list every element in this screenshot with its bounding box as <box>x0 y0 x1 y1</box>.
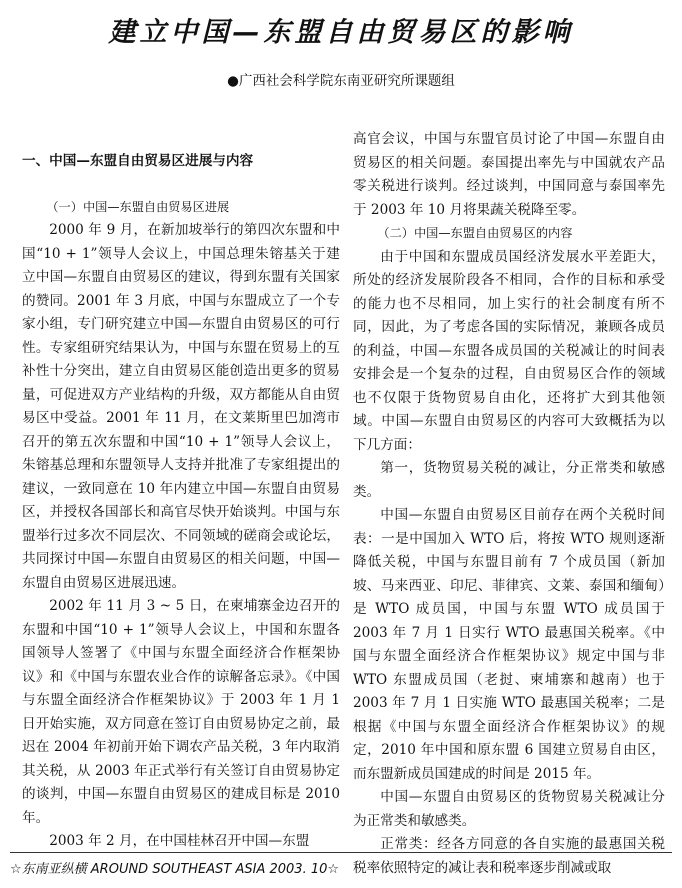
sub-heading-content: （二）中国—东盟自由贸易区的内容 <box>377 226 573 240</box>
article-authors: ●广西社会科学院东南亚研究所课题组 <box>227 73 455 89</box>
left-column <box>22 150 340 854</box>
right-column <box>353 128 665 880</box>
sub-heading-progress: （一）中国—东盟自由贸易区进展 <box>46 199 230 214</box>
paragraph: 正常类：经各方同意的各自实施的最惠国关税税率依照特定的减让表和税率逐步削减或取 <box>353 836 665 876</box>
paragraph: 2000 年 9 月，在新加坡举行的第四次东盟和中国“10 + 1”领导人会议上，中国总理朱镕基关于建立中国—东盟自由贸易区的建议，得到东盟有关国家的赞同。2001 年 3 月底，中国与东盟成立了一个专家小组，专门研究建立中国—东盟自由贸易区的可行性。专家组研究结果认为，中国与东盟在贸易上的互补性十分突出，建立自由贸易区能创造出更多的贸易量，可促进双方产业结构的升级，双方都能从自由贸易区中受益。2001 年 11 月，在文莱斯里巴加湾市召开的第五次东盟和中国“10 + 1”领导人会议上，朱镕基总理和东盟领导人支持并批准了专家组提出的建议，一致同意在 10 年内建立中国—东盟自由贸易区，并授权各国部长和高官尽快开始谈判。中国与东盟举行过多次不同层次、不同领域的磋商会或论坛，共同探讨中国—东盟自由贸易区的相关问题，中国—东盟自由贸易区进展迅速。 <box>22 222 340 591</box>
paragraph-continued: 高官会议，中国与东盟官员讨论了中国—东盟自由贸易区的相关问题。泰国提出率先与中国就农产品零关税进行谈判。经过谈判，中国同意与泰国率先于 2003 年 10 月将果蔬关税降至零。 <box>353 131 665 218</box>
page-footer: ☆东南亚纵横 AROUND SOUTHEAST ASIA 2003. 10☆ <box>10 862 340 877</box>
article-title: 建立中国—东盟自由贸易区的影响 <box>108 17 574 48</box>
paragraph: 中国—东盟自由贸易区的货物贸易关税减让分为正常类和敏感类。 <box>353 789 665 829</box>
section-heading: 一、中国—东盟自由贸易区进展与内容 <box>22 153 254 169</box>
footer-divider <box>10 852 672 853</box>
paragraph: 第一，货物贸易关税的减让，分正常类和敏感类。 <box>353 460 665 500</box>
paragraph: 由于中国和东盟成员国经济发展水平差距大，所处的经济发展阶段各不相同，合作的目标和承受的能力也不尽相同，加上实行的社会制度有所不同，因此，为了考虑各国的实际情况，兼顾各成员的利益，中国—东盟各成员国的关税减让的时间表安排会是一个复杂的过程，自由贸易区合作的领域也不仅限于货物贸易自由化，还将扩大到其他领域。中国—东盟自由贸易区的内容可大致概括为以下几方面： <box>353 248 665 453</box>
paragraph: 中国—东盟自由贸易区目前存在两个关税时间表：一是中国加入 WTO 后，将按 WTO 规则逐渐降低关税，中国与东盟目前有 7 个成员国（新加坡、马来西亚、印尼、菲律宾、文莱、泰国和缅甸）是 WTO 成员国，中国与东盟 WTO 成员国于 2003 年 7 月 1 日实行 WTO 最惠国关税率。《中国与东盟全面经济合作框架协议》规定中国与非 WTO 东盟成员国（老挝、柬埔寨和越南）也于 2003 年 7 月 1 日实施 WTO 最惠国关税率；二是根据《中国与东盟全面经济合作框架协议》的规定，2010 年中国和原东盟 6 国建立贸易自由区，而东盟新成员国建成的时间是 2015 年。 <box>353 507 665 782</box>
paragraph: 2003 年 2 月，在中国桂林召开中国—东盟 <box>49 833 310 849</box>
paragraph: 2002 年 11 月 3 ~ 5 日，在柬埔寨金边召开的东盟和中国“10 + 1”领导人会议上，中国和东盟各国领导人签署了《中国与东盟全面经济合作框架协议》和《中国与东盟农业合作的谅解备忘录》。《中国与东盟全面经济合作框架协议》于 2003 年 1 月 1 日开始实施，双方同意在签订自由贸易协定之前，最迟在 2004 年初前开始下调农产品关税，3 年内取消其关税，从 2003 年正式举行有关签订自由贸易协定的谈判，中国—东盟自由贸易区的建成目标是 2010 年。 <box>22 598 340 826</box>
